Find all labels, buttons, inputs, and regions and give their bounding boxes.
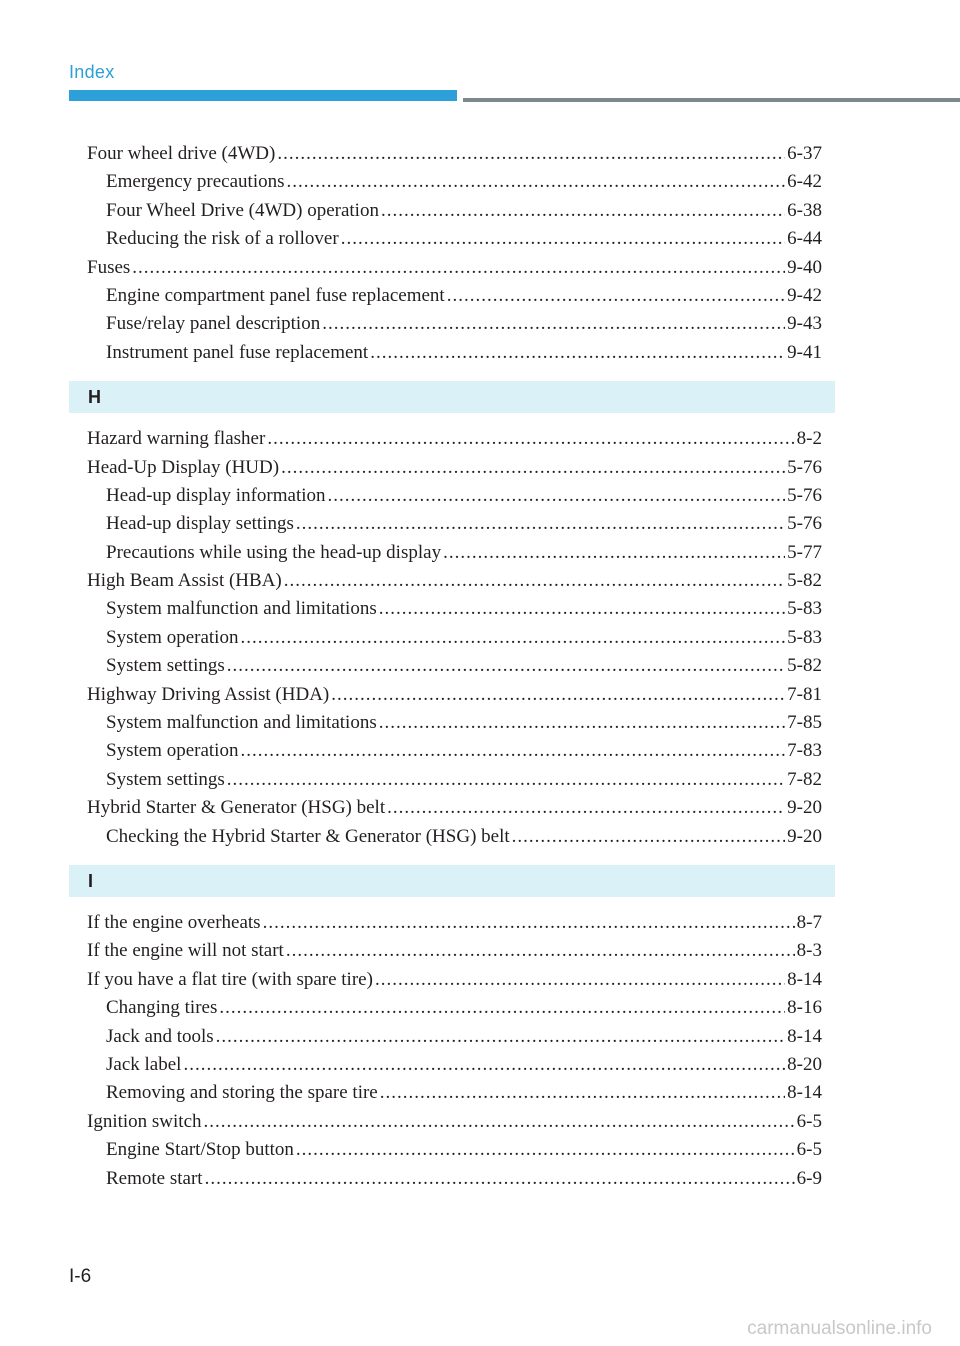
dot-leader [240,624,785,652]
entry-page-ref: 6-42 [787,171,822,193]
section-letter-header: I [69,865,835,897]
index-subentry[interactable] [0,282,822,310]
entry-page-ref: 5-76 [787,513,822,535]
dot-leader [284,567,785,595]
dot-leader [204,1108,795,1136]
entry-term: System settings [106,768,225,790]
index-subentry[interactable] [0,1023,822,1051]
dot-leader [379,709,785,737]
entry-term: If you have a flat tire (with spare tire) [87,968,373,990]
index-entry[interactable] [0,794,822,822]
header-accent-bar [69,90,457,101]
index-subentry[interactable] [0,595,822,623]
entry-term: Fuse/relay panel description [106,313,321,335]
entry-page-ref: 9-42 [787,284,822,306]
entry-page-ref: 8-14 [787,1082,822,1104]
entry-page-ref: 7-83 [787,740,822,762]
section-spacer [0,851,960,865]
index-subentry[interactable] [0,1051,822,1079]
entry-page-ref: 8-7 [796,911,822,933]
entry-term: If the engine overheats [87,911,261,933]
entry-page-ref: 9-41 [787,341,822,363]
dot-leader [132,254,785,282]
dot-leader [331,681,785,709]
index-list [0,140,960,1193]
dot-leader [277,140,785,168]
dot-leader [267,425,794,453]
section-title: Index [69,62,115,82]
section-spacer [0,367,960,381]
dot-leader [443,539,785,567]
dot-leader [379,595,785,623]
index-entry[interactable] [0,966,822,994]
dot-leader [216,1023,786,1051]
entry-term: System operation [106,740,239,762]
entry-term: Head-up display information [106,484,326,506]
entry-page-ref: 6-37 [787,143,822,164]
entry-page-ref: 8-20 [787,1053,822,1075]
entry-term: Instrument panel fuse replacement [106,341,369,363]
entry-term: If the engine will not start [87,940,284,962]
entry-page-ref: 5-77 [787,541,822,563]
index-entry[interactable] [0,937,822,965]
dot-leader [375,966,785,994]
entry-term: Hybrid Starter & Generator (HSG) belt [87,797,386,819]
entry-term: Removing and storing the spare tire [106,1082,378,1104]
index-entry[interactable] [0,1108,822,1136]
page-number: I-6 [69,1266,92,1287]
entry-page-ref: 8-3 [796,940,822,962]
entry-term: Changing tires [106,997,218,1019]
index-subentry[interactable] [0,510,822,538]
entry-page-ref: 7-82 [787,768,822,790]
dot-leader [447,282,785,310]
entry-term: Engine compartment panel fuse replacement [106,284,445,306]
entry-page-ref: 8-2 [796,428,822,450]
dot-leader [227,766,785,794]
index-subentry[interactable] [0,823,822,851]
dot-leader [286,937,795,965]
dot-leader [512,823,786,851]
entry-page-ref: 6-38 [787,199,822,221]
dot-leader [227,652,785,680]
index-subentry[interactable] [0,1079,822,1107]
index-subentry[interactable] [0,310,822,338]
dot-leader [263,909,795,937]
index-subentry[interactable] [0,709,822,737]
index-entry[interactable] [0,567,822,595]
entry-term: System malfunction and limitations [106,712,377,734]
entry-page-ref: 5-76 [787,484,822,506]
entry-term: Checking the Hybrid Starter & Generator (HSG) belt [106,825,510,847]
index-subentry[interactable] [0,737,822,765]
section-spacer [0,897,960,909]
dot-leader [387,794,785,822]
entry-page-ref: 5-82 [787,655,822,677]
index-entry[interactable] [0,425,822,453]
dot-leader [322,310,785,338]
index-subentry[interactable] [0,339,822,367]
entry-page-ref: 6-5 [796,1139,822,1161]
entry-term: Hazard warning flasher [87,428,266,450]
entry-term: Four Wheel Drive (4WD) operation [106,199,379,221]
entry-term: Reducing the risk of a rollover [106,228,339,250]
dot-leader [380,1079,785,1107]
entry-page-ref: 9-40 [787,256,822,278]
index-subentry[interactable] [0,652,822,680]
index-subentry[interactable] [0,197,822,225]
entry-page-ref: 5-76 [787,456,822,478]
entry-term: Precautions while using the head-up display [106,541,442,563]
dot-leader [205,1165,795,1193]
index-subentry[interactable] [0,766,822,794]
entry-page-ref: 5-83 [787,598,822,620]
index-subentry[interactable] [0,994,822,1022]
entry-term: High Beam Assist (HBA) [87,570,282,592]
entry-page-ref: 8-14 [787,1025,822,1047]
entry-page-ref: 7-81 [787,683,822,705]
entry-term: Highway Driving Assist (HDA) [87,683,330,705]
entry-term: Fuses [87,256,131,278]
index-subentry[interactable] [0,168,822,196]
entry-page-ref: 9-20 [787,825,822,847]
entry-page-ref: 6-5 [796,1110,822,1132]
entry-term: System malfunction and limitations [106,598,377,620]
dot-leader [296,510,785,538]
entry-page-ref: 7-85 [787,712,822,734]
entry-term: Ignition switch [87,1110,202,1132]
entry-page-ref: 8-14 [787,968,822,990]
entry-term: Emergency precautions [106,171,285,193]
entry-term: Remote start [106,1167,203,1189]
index-subentry[interactable] [0,482,822,510]
index-entry[interactable] [0,681,822,709]
dot-leader [183,1051,785,1079]
dot-leader [381,197,785,225]
entry-page-ref: 6-9 [796,1167,822,1189]
index-entry[interactable] [0,454,822,482]
entry-page-ref: 9-43 [787,313,822,335]
entry-term: System operation [106,626,239,648]
dot-leader [219,994,785,1022]
entry-term: Head-Up Display (HUD) [87,456,280,478]
entry-page-ref: 5-83 [787,626,822,648]
entry-page-ref: 6-44 [787,228,822,250]
watermark: carmanualsonline.info [747,1318,932,1339]
entry-page-ref: 8-16 [787,997,822,1019]
index-subentry[interactable] [0,539,822,567]
dot-leader [341,225,785,253]
section-spacer [0,413,960,425]
entry-term: Four wheel drive (4WD) [87,143,276,164]
index-subentry[interactable] [0,1136,822,1164]
entry-term: System settings [106,655,225,677]
entry-page-ref: 9-20 [787,797,822,819]
index-subentry[interactable] [0,1165,822,1193]
dot-leader [281,454,785,482]
index-entry[interactable] [0,909,822,937]
entry-term: Engine Start/Stop button [106,1139,294,1161]
index-entry[interactable] [0,140,822,168]
entry-term: Jack and tools [106,1025,214,1047]
index-subentry[interactable] [0,225,822,253]
entry-term: Head-up display settings [106,513,294,535]
index-subentry[interactable] [0,624,822,652]
dot-leader [328,482,786,510]
entry-page-ref: 5-82 [787,570,822,592]
dot-leader [240,737,785,765]
index-entry[interactable] [0,254,822,282]
header-rule [463,98,960,102]
dot-leader [370,339,785,367]
entry-term: Jack label [106,1053,182,1075]
section-letter-header: H [69,381,835,413]
dot-leader [296,1136,795,1164]
dot-leader [287,168,786,196]
